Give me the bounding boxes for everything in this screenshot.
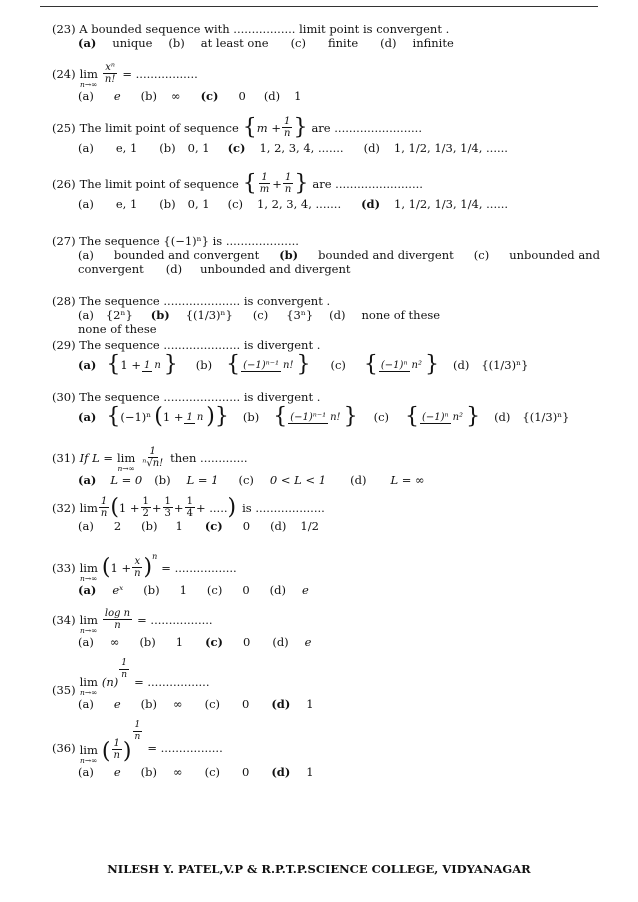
option-d-text: e bbox=[302, 583, 309, 597]
option-d-text: 1 bbox=[306, 697, 314, 711]
option-d-label: (d) bbox=[350, 473, 367, 487]
option-a-label: (a) bbox=[78, 765, 94, 779]
option-a-text: e bbox=[113, 697, 121, 711]
numerator: log n bbox=[104, 608, 131, 619]
option-d-text: e bbox=[304, 635, 312, 649]
option-b-text: L = 1 bbox=[186, 473, 219, 487]
option-a-label: (a) bbox=[78, 141, 94, 155]
right-brace: } bbox=[343, 404, 358, 429]
option-d-text: unbounded and divergent bbox=[200, 262, 351, 276]
left-brace: { bbox=[106, 352, 121, 377]
denominator: n bbox=[283, 128, 291, 139]
denominator: n bbox=[284, 184, 292, 195]
option-b-label: (b) bbox=[150, 308, 170, 322]
question-rest: are ........................ bbox=[312, 176, 423, 191]
option-a-text: e, 1 bbox=[115, 141, 138, 155]
option-d-label: (d) bbox=[494, 410, 511, 424]
limit-expression bbox=[117, 452, 135, 473]
option-c-text: 0 < L < 1 bbox=[269, 473, 327, 487]
option-a-text: unique bbox=[112, 36, 153, 50]
option-a-label: (a) bbox=[78, 89, 94, 103]
lim-text: lim bbox=[79, 561, 98, 575]
option-b-text: 1 bbox=[179, 583, 187, 597]
option-b-text: ∞ bbox=[173, 765, 183, 779]
option-a-label: (a) bbox=[78, 358, 97, 372]
question-rest: = ................. bbox=[161, 560, 237, 575]
lim-subscript: n→∞ bbox=[117, 464, 135, 473]
denominator: n! bbox=[330, 411, 341, 423]
left-brace: { bbox=[226, 352, 241, 377]
option-d-text: 1, 1/2, 1/3, 1/4, ...... bbox=[393, 141, 508, 155]
question-27 bbox=[52, 234, 600, 276]
fraction bbox=[103, 62, 117, 85]
denominator: n bbox=[121, 670, 128, 680]
right-brace: } bbox=[424, 352, 439, 377]
option-b-label: (b) bbox=[159, 141, 176, 155]
option-a-text: eˣ bbox=[112, 583, 124, 597]
left-brace: { bbox=[242, 114, 257, 140]
numerator: xⁿ bbox=[105, 62, 115, 73]
question-29 bbox=[52, 338, 600, 376]
denominator: n! bbox=[283, 359, 294, 371]
option-a-text: L = 0 bbox=[110, 473, 143, 487]
question-number: (26) bbox=[52, 176, 76, 191]
option-d-text: none of these bbox=[361, 308, 441, 322]
left-paren: ( bbox=[110, 494, 119, 520]
lim-subscript: n→∞ bbox=[80, 80, 98, 89]
fraction bbox=[103, 608, 132, 631]
lim-subscript: n→∞ bbox=[80, 756, 98, 765]
fraction bbox=[282, 116, 292, 139]
option-c-label: (c) bbox=[252, 308, 269, 322]
base-start: 1 + bbox=[110, 560, 132, 575]
option-d-text: 1, 1/2, 1/3, 1/4, ...... bbox=[394, 197, 509, 211]
limit-expression bbox=[80, 744, 98, 765]
question-text: The sequence ..................... is divergent . bbox=[79, 390, 321, 404]
lim-text: lim bbox=[79, 743, 98, 757]
question-text: The sequence {(−1)ⁿ} is .................... bbox=[79, 234, 299, 248]
denominator: n² bbox=[411, 359, 422, 371]
right-brace: } bbox=[296, 352, 311, 377]
question-number: (35) bbox=[52, 683, 76, 697]
option-b-label: (b) bbox=[242, 410, 260, 424]
series-tail: + ..... bbox=[195, 500, 228, 515]
right-brace: } bbox=[214, 404, 229, 429]
fraction bbox=[140, 446, 165, 469]
denominator: n bbox=[196, 411, 204, 423]
option-d-text: 1/2 bbox=[300, 519, 319, 533]
question-number: (28) bbox=[52, 294, 76, 308]
option-c-label: (c) bbox=[290, 36, 306, 50]
denominator: n bbox=[114, 620, 121, 631]
option-c-label: (c) bbox=[227, 141, 246, 155]
option-a-label: (a) bbox=[78, 473, 97, 487]
numerator: 1 bbox=[113, 738, 120, 749]
option-b-text: ∞ bbox=[171, 89, 181, 103]
question-text: The limit point of sequence bbox=[79, 120, 239, 135]
left-paren: ( bbox=[154, 404, 163, 429]
question-26 bbox=[52, 172, 600, 211]
option-a-text: e bbox=[113, 765, 121, 779]
question-text: If L = bbox=[79, 450, 113, 465]
series-start: 1 + bbox=[118, 500, 140, 515]
numerator: 1 bbox=[284, 172, 292, 183]
option-b-text: at least one bbox=[200, 36, 269, 50]
option-d-text: {(1/3)ⁿ} bbox=[481, 358, 529, 372]
option-c-text: 0 bbox=[243, 635, 251, 649]
option-c-label: (c) bbox=[330, 358, 346, 372]
option-b-text: bounded and divergent bbox=[318, 248, 454, 262]
option-c-label: (c) bbox=[204, 519, 223, 533]
option-b-text: 0, 1 bbox=[187, 141, 210, 155]
denominator: 3 bbox=[164, 508, 171, 519]
question-rest: = ................. bbox=[122, 66, 198, 81]
question-number: (23) bbox=[52, 22, 76, 36]
option-a-label: (a) bbox=[78, 410, 97, 424]
numerator: 1 bbox=[164, 496, 171, 507]
option-b-label: (b) bbox=[195, 358, 213, 372]
option-c-label: (c) bbox=[204, 697, 221, 711]
option-c-label: (c) bbox=[238, 473, 254, 487]
option-c-text: 1, 2, 3, 4, ....... bbox=[259, 141, 344, 155]
option-c-text: 0 bbox=[238, 89, 246, 103]
option-a-text: 2 bbox=[113, 519, 122, 533]
question-rest: = ................. bbox=[147, 741, 223, 755]
lim-text: lim bbox=[79, 500, 98, 515]
exponent: n bbox=[152, 552, 158, 561]
question-rest: = ................. bbox=[137, 612, 213, 627]
lim-subscript: n→∞ bbox=[80, 626, 98, 635]
numerator: (−1)ⁿ bbox=[380, 359, 408, 371]
numerator: (−1)ⁿ bbox=[422, 411, 449, 423]
option-d-text: infinite bbox=[412, 36, 454, 50]
option-d-label: (d) bbox=[452, 358, 470, 372]
option-b-text: {(1/3)ⁿ} bbox=[185, 308, 233, 322]
question-23 bbox=[52, 22, 600, 50]
option-d-label: (d) bbox=[271, 765, 291, 779]
option-c-label: (c) bbox=[473, 248, 490, 262]
left-paren: ( bbox=[101, 554, 111, 580]
denominator: ⁿ√n! bbox=[142, 458, 164, 469]
fraction bbox=[99, 496, 109, 519]
question-rest: are ........................ bbox=[311, 120, 422, 135]
option-c-text: finite bbox=[327, 36, 359, 50]
denominator: 2 bbox=[142, 508, 149, 519]
denominator: n! bbox=[104, 74, 116, 85]
limit-expression bbox=[80, 562, 98, 583]
denominator: n bbox=[100, 508, 108, 519]
numerator: 1 bbox=[186, 411, 193, 423]
left-brace: { bbox=[106, 404, 121, 429]
numerator: 1 bbox=[100, 496, 108, 507]
denominator: m bbox=[259, 184, 270, 195]
numerator: (−1)ⁿ⁻¹ bbox=[290, 411, 327, 423]
denominator: n bbox=[134, 568, 141, 579]
question-text: The sequence ..................... is convergent . bbox=[79, 294, 331, 308]
option-c-text: 1, 2, 3, 4, ....... bbox=[257, 197, 342, 211]
lim-text: lim bbox=[79, 613, 98, 627]
question-28 bbox=[52, 294, 600, 336]
left-brace: { bbox=[273, 404, 288, 429]
option-b-label: (b) bbox=[279, 248, 299, 262]
page-footer: NILESH Y. PATEL,V.P & R.P.T.P.SCIENCE COLLEGE, VIDYANAGAR bbox=[107, 862, 531, 876]
option-b-label: (b) bbox=[139, 635, 156, 649]
option-a-text: e, 1 bbox=[115, 197, 138, 211]
option-c-label: (c) bbox=[227, 197, 243, 211]
option-d-text: 1 bbox=[294, 89, 302, 103]
fraction bbox=[132, 556, 142, 579]
question-33 bbox=[52, 552, 600, 597]
question-30 bbox=[52, 390, 600, 428]
question-number: (24) bbox=[52, 66, 76, 81]
option-b-text: ∞ bbox=[173, 697, 183, 711]
option-a-text: ∞ bbox=[109, 635, 120, 649]
question-number: (29) bbox=[52, 338, 76, 352]
question-number: (25) bbox=[52, 120, 76, 135]
option-d-continuation: none of these bbox=[78, 322, 157, 336]
question-rest: = ................. bbox=[134, 675, 210, 689]
option-a-text: 1 + bbox=[162, 410, 184, 424]
option-a-text: 1 + bbox=[120, 358, 141, 372]
left-brace: { bbox=[242, 170, 257, 196]
option-c-text: 0 bbox=[242, 765, 250, 779]
exponent-fraction bbox=[119, 658, 129, 681]
fraction bbox=[111, 738, 121, 761]
option-b-text: 1 bbox=[175, 519, 183, 533]
option-d-text: 1 bbox=[306, 765, 314, 779]
option-b-label: (b) bbox=[143, 583, 160, 597]
base: (n) bbox=[101, 675, 119, 689]
lim-text: lim bbox=[79, 67, 98, 81]
option-a-label: (a) bbox=[78, 583, 97, 597]
option-c-label: (c) bbox=[206, 583, 223, 597]
denominator: n bbox=[154, 359, 161, 371]
lim-subscript: n→∞ bbox=[80, 688, 98, 697]
numerator: 1 bbox=[134, 720, 141, 730]
denominator: n² bbox=[452, 411, 464, 423]
option-d-text: {(1/3)ⁿ} bbox=[522, 410, 570, 424]
limit-expression bbox=[80, 676, 98, 697]
option-b-label: (b) bbox=[140, 765, 157, 779]
question-32: (32) lim $\frac{1}{n}$ ( 1 + $\frac{1}{2}$ + $\frac{1}{3}$ + $\frac{1}{4}$ + ..... ) is ................... (a) 2 (b) 1 (c) 0 (d) 1/2 bbox=[52, 494, 325, 533]
option-d-label: (d) bbox=[270, 519, 287, 533]
option-d-label: (d) bbox=[363, 141, 380, 155]
option-c-text: 0 bbox=[242, 697, 250, 711]
question-36 bbox=[52, 720, 600, 779]
numerator: x bbox=[134, 556, 141, 567]
limit-expression bbox=[80, 68, 98, 89]
option-c-label: (c) bbox=[373, 410, 389, 424]
question-25 bbox=[52, 116, 600, 155]
option-d-label: (d) bbox=[165, 262, 183, 276]
plus-sign: + bbox=[272, 176, 282, 191]
question-number: (31) bbox=[52, 450, 76, 465]
lim-text: lim bbox=[117, 451, 136, 465]
right-paren: ) bbox=[206, 404, 215, 429]
option-c-label: (c) bbox=[205, 635, 223, 649]
option-b-text: 1 bbox=[175, 635, 184, 649]
option-d-label: (d) bbox=[329, 308, 346, 322]
option-b-label: (b) bbox=[168, 36, 185, 50]
numerator: 1 bbox=[143, 359, 151, 371]
top-rule bbox=[40, 6, 598, 7]
option-a-label: (a) bbox=[78, 197, 94, 211]
denominator: 4 bbox=[186, 508, 193, 519]
question-24 bbox=[52, 58, 600, 103]
option-b-label: (b) bbox=[159, 197, 176, 211]
right-paren: ) bbox=[122, 739, 132, 764]
fraction-2 bbox=[283, 172, 293, 195]
denominator: n bbox=[113, 750, 120, 761]
option-a-text: bounded and convergent bbox=[113, 248, 260, 262]
option-a-text: {2ⁿ} bbox=[105, 308, 133, 322]
right-brace: } bbox=[466, 404, 481, 429]
numerator: 1 bbox=[261, 172, 268, 183]
right-paren: ) bbox=[143, 554, 153, 580]
fraction-1 bbox=[258, 172, 271, 195]
option-d-label: (d) bbox=[269, 583, 286, 597]
question-text: The sequence ..................... is divergent . bbox=[79, 338, 321, 352]
numerator: 1 bbox=[121, 658, 128, 668]
left-brace: { bbox=[405, 404, 419, 429]
option-d-label: (d) bbox=[271, 697, 291, 711]
set-expression: m + bbox=[256, 120, 281, 135]
option-c-text: 0 bbox=[242, 519, 251, 533]
option-c-text: {3ⁿ} bbox=[286, 308, 314, 322]
option-b-text: 0, 1 bbox=[187, 197, 210, 211]
option-b-label: (b) bbox=[141, 519, 158, 533]
question-rest: is ................... bbox=[242, 500, 325, 515]
question-34 bbox=[52, 604, 600, 649]
option-c-continuation: convergent bbox=[78, 262, 144, 276]
question-number: (30) bbox=[52, 390, 76, 404]
option-a-label: (a) bbox=[78, 635, 94, 649]
option-d-label: (d) bbox=[380, 36, 397, 50]
numerator: 1 bbox=[284, 116, 291, 127]
right-paren: ) bbox=[227, 494, 237, 520]
limit-expression bbox=[80, 614, 98, 635]
option-a-text: e bbox=[113, 89, 121, 103]
option-a-label: (a) bbox=[78, 36, 97, 50]
numerator: 1 bbox=[142, 496, 149, 507]
option-c-label: (c) bbox=[204, 765, 221, 779]
right-brace: } bbox=[294, 170, 309, 196]
exponent-fraction bbox=[133, 720, 143, 743]
question-31 bbox=[52, 442, 600, 487]
option-d-label: (d) bbox=[361, 197, 381, 211]
question-rest: then ............. bbox=[170, 450, 248, 465]
question-text: The limit point of sequence bbox=[79, 176, 239, 191]
option-a-label: (a) bbox=[78, 697, 94, 711]
left-paren: ( bbox=[101, 739, 111, 764]
option-d-label: (d) bbox=[272, 635, 289, 649]
option-b-label: (b) bbox=[140, 697, 157, 711]
option-c-text: unbounded and bbox=[509, 248, 600, 262]
numerator: 1 bbox=[149, 446, 156, 457]
question-number: (27) bbox=[52, 234, 76, 248]
denominator: n bbox=[134, 732, 141, 742]
lim-text: lim bbox=[79, 675, 98, 689]
option-c-text: 0 bbox=[242, 583, 250, 597]
left-brace: { bbox=[363, 352, 378, 377]
lim-subscript: n→∞ bbox=[80, 574, 98, 583]
option-b-label: (b) bbox=[140, 89, 157, 103]
numerator: (−1)ⁿ⁻¹ bbox=[243, 359, 280, 371]
question-number: (36) bbox=[52, 741, 76, 755]
right-brace: } bbox=[163, 352, 178, 377]
question-text: A bounded sequence with ................. limit point is convergent . bbox=[79, 22, 450, 36]
question-number: (32) bbox=[52, 500, 76, 515]
option-a-label: (a) bbox=[78, 308, 94, 322]
option-d-text: L = ∞ bbox=[390, 473, 425, 487]
question-35 bbox=[52, 658, 600, 711]
option-a-sign: (−1)ⁿ bbox=[120, 410, 152, 424]
option-a-label: (a) bbox=[78, 519, 94, 533]
option-b-label: (b) bbox=[154, 473, 171, 487]
option-c-label: (c) bbox=[200, 89, 219, 103]
option-d-label: (d) bbox=[263, 89, 281, 103]
option-a-label: (a) bbox=[78, 248, 94, 262]
question-number: (34) bbox=[52, 612, 76, 627]
right-brace: } bbox=[293, 114, 308, 140]
numerator: 1 bbox=[186, 496, 193, 507]
question-number: (33) bbox=[52, 560, 76, 575]
